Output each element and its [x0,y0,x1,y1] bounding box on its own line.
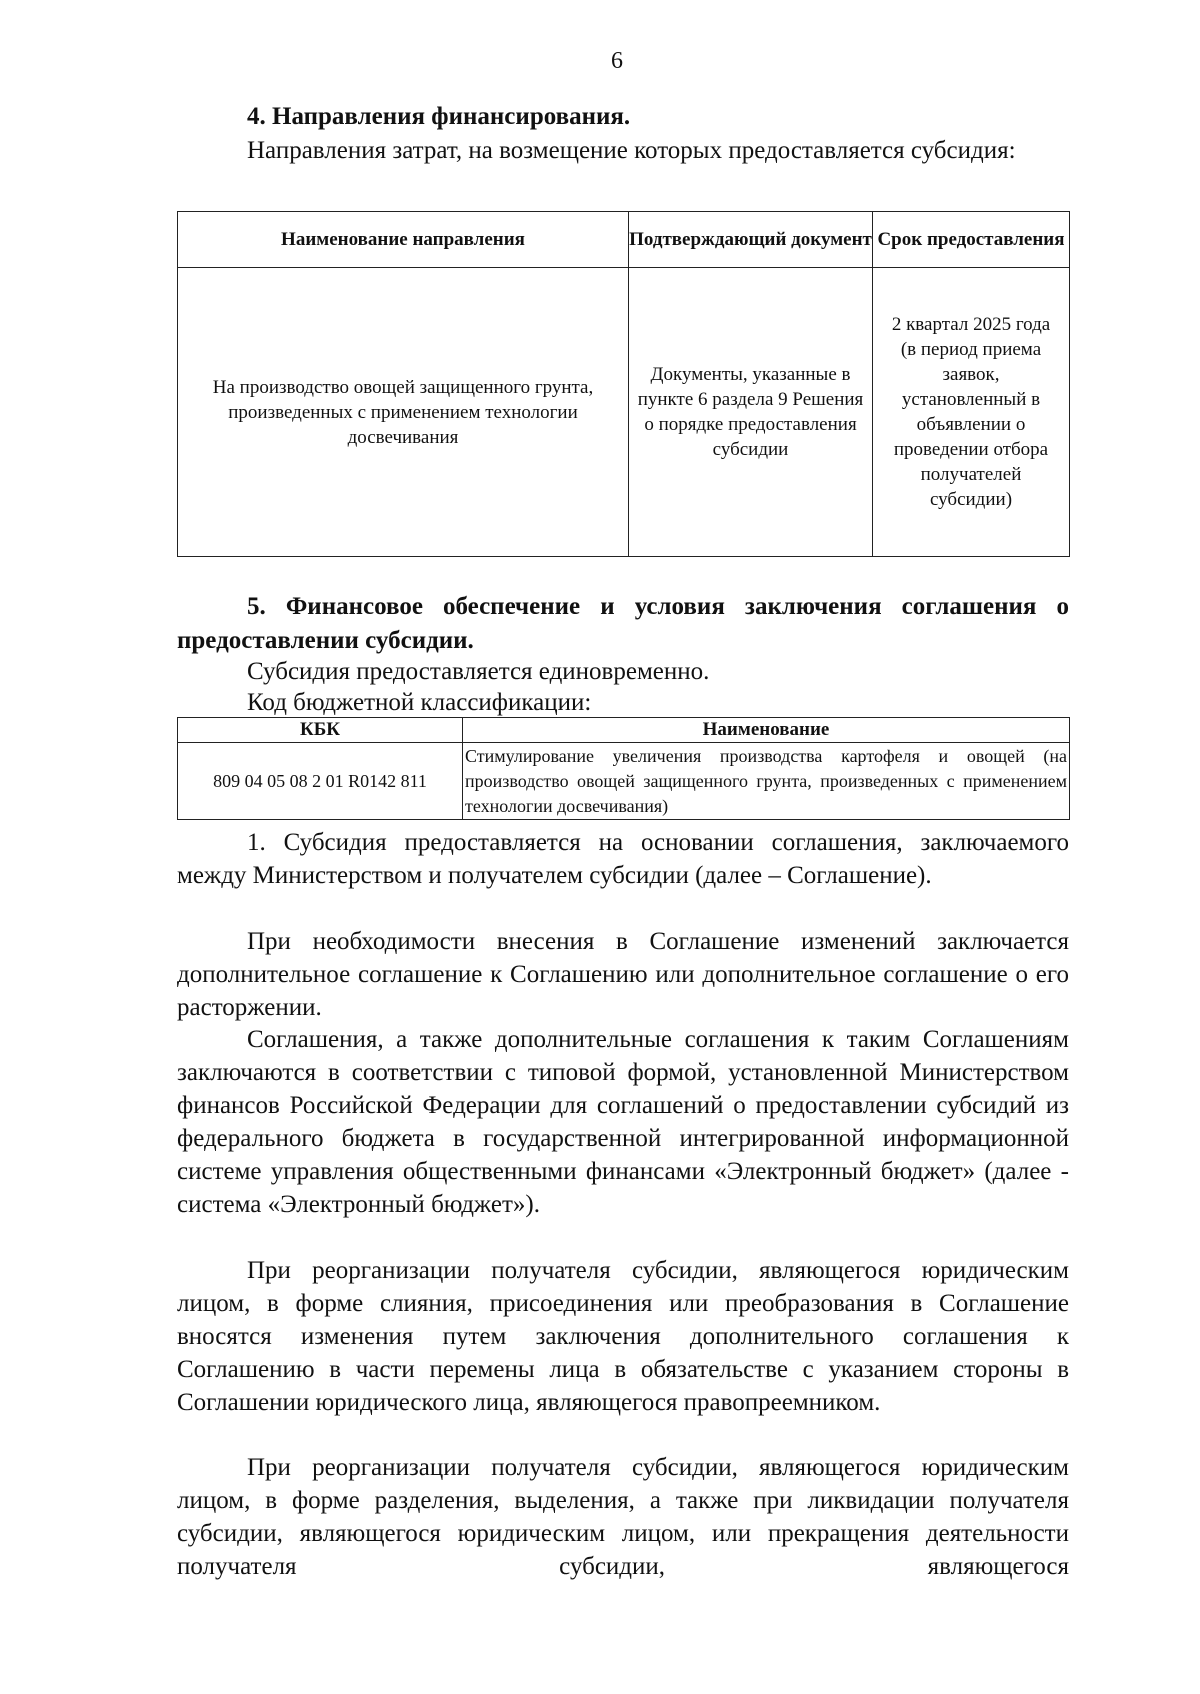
table-row [178,268,1070,557]
cell-document: Документы, указанные в пункте 6 раздела 9 Решения о порядке предоставления субсидии [629,268,873,557]
paragraph-2: При необходимости внесения в Соглашение изменений заключается дополнительное соглашение к Соглашению или дополнительное соглашение о его расторжении. [177,928,1069,1021]
header-term: Срок предоставления [873,212,1070,268]
kbk-table-header [178,718,1070,743]
paragraph-1: 1. Субсидия предоставляется на основании соглашения, заключаемого между Министерством и получателем субсидии (далее – Соглашение). [177,829,1069,889]
kbk-table [177,717,1070,820]
header-document: Подтверждающий документ [629,212,873,268]
section-4-heading: 4. Направления финансирования. [247,103,631,130]
section-4-intro: Направления затрат, на возмещение которых предоставляется субсидия: [247,137,1016,164]
table-row [178,743,1070,820]
cell-term: 2 квартал 2025 года (в период приема заявок, установленный в объявлении о проведении отбора получателей субсидии) [873,268,1070,557]
cell-direction: На производство овощей защищенного грунта, произведенных с применением технологии досвечивания [178,268,629,557]
directions-table-header [178,212,1070,268]
section-5-line-1: Субсидия предоставляется единовременно. [247,658,710,685]
header-kbk: КБК [178,718,463,743]
cell-kbk: 809 04 05 08 2 01 R0142 811 [178,743,463,820]
page-number: 6 [611,48,623,74]
section-5-heading: 5. Финансовое обеспечение и условия заключения соглашения о предоставлении субсидии. [177,593,1069,654]
header-name: Наименование [463,718,1070,743]
directions-table-wrapper [177,211,1069,557]
paragraph-3: Соглашения, а также дополнительные соглашения к таким Соглашениям заключаются в соответствии с типовой формой, установленной Министерством финансов Российской Федерации для соглашений о предоставлении субсидий из федерального бюджета в государственной интегрированной информационной системе управления общественными финансами «Электронный бюджет» (далее - система «Электронный бюджет»). [177,1026,1069,1218]
cell-kbk-name: Стимулирование увеличения производства картофеля и овощей (на производство овощей защищенного грунта, произведенных с применением технологии досвечивания) [463,743,1070,820]
paragraph-5: При реорганизации получателя субсидии, являющегося юридическим лицом, в форме разделения, выделения, а также при ликвидации получателя субсидии, являющегося юридическим лицом, или прекращения деятельности получателя субсидии, являющегося [177,1454,1069,1580]
directions-table [177,211,1070,557]
paragraph-4: При реорганизации получателя субсидии, являющегося юридическим лицом, в форме слияния, присоединения или преобразования в Соглашение вносятся изменения путем заключения дополнительного соглашения к Соглашению в части перемены лица в обязательстве с указанием стороны в Соглашении юридического лица, являющегося правопреемником. [177,1257,1069,1416]
section-5-line-2: Код бюджетной классификации: [247,689,592,716]
header-direction: Наименование направления [178,212,629,268]
kbk-table-wrapper [177,717,1069,820]
